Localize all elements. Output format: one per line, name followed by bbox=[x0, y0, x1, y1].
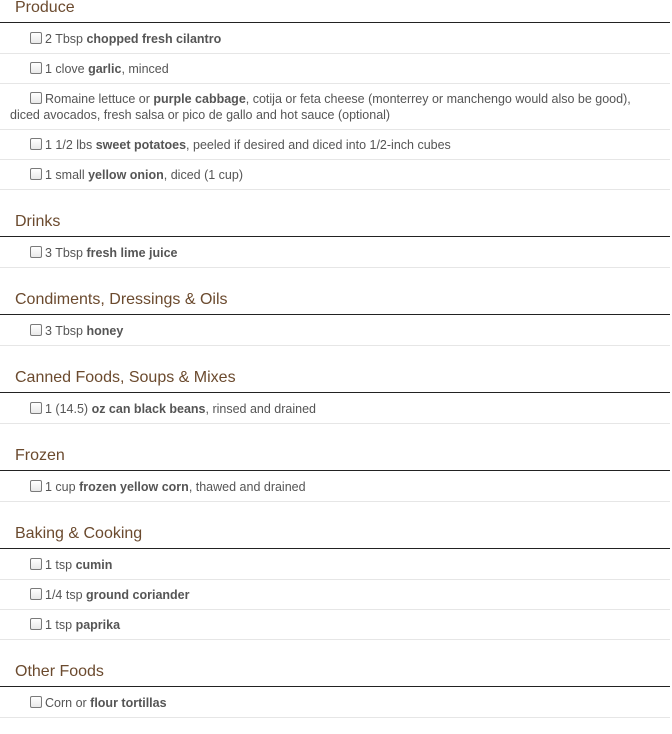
category-heading: Condiments, Dressings & Oils bbox=[0, 286, 670, 315]
ingredient-checkbox[interactable] bbox=[30, 62, 42, 74]
ingredient-checkbox[interactable] bbox=[30, 588, 42, 600]
ingredient-item bbox=[0, 23, 670, 54]
ingredient-checkbox[interactable] bbox=[30, 138, 42, 150]
ingredient-checkbox[interactable] bbox=[30, 246, 42, 258]
ingredient-note: , minced bbox=[121, 62, 169, 76]
category-section bbox=[0, 520, 670, 640]
ingredient-checkbox[interactable] bbox=[30, 696, 42, 708]
category-section bbox=[0, 208, 670, 268]
ingredient-note: , peeled if desired and diced into 1/2-inch cubes bbox=[186, 138, 451, 152]
ingredient-note: , thawed and drained bbox=[188, 480, 306, 494]
category-section bbox=[0, 442, 670, 502]
ingredient-item bbox=[0, 54, 670, 84]
category-section bbox=[0, 658, 670, 718]
ingredient-name: honey bbox=[86, 324, 124, 338]
ingredient-note: , diced (1 cup) bbox=[163, 168, 243, 182]
ingredient-quantity: 1/4 tsp bbox=[45, 588, 86, 602]
ingredient-checkbox[interactable] bbox=[30, 32, 42, 44]
ingredient-note: , cotija or feta cheese (monterrey or manchengo would also be good), diced avocados, fresh salsa or pico de gallo and hot sauce (optional) bbox=[10, 92, 631, 122]
category-heading: Canned Foods, Soups & Mixes bbox=[0, 364, 670, 393]
ingredient-quantity: 1 tsp bbox=[45, 558, 76, 572]
ingredient-quantity: 1 1/2 lbs bbox=[45, 138, 96, 152]
ingredient-item bbox=[0, 687, 670, 718]
ingredient-item bbox=[0, 549, 670, 580]
ingredient-item bbox=[0, 393, 670, 424]
category-section bbox=[0, 0, 670, 190]
category-heading: Other Foods bbox=[0, 658, 670, 687]
category-section bbox=[0, 364, 670, 424]
ingredient-quantity: 3 Tbsp bbox=[45, 246, 87, 260]
ingredient-item bbox=[0, 237, 670, 268]
ingredient-quantity: Corn or bbox=[45, 696, 91, 710]
ingredient-name: garlic bbox=[88, 62, 122, 76]
ingredient-quantity: 1 clove bbox=[45, 62, 89, 76]
ingredient-name: fresh lime juice bbox=[86, 246, 178, 260]
ingredient-item bbox=[0, 580, 670, 610]
ingredient-item bbox=[0, 610, 670, 640]
ingredient-name: yellow onion bbox=[88, 168, 164, 182]
ingredient-name: paprika bbox=[75, 618, 121, 632]
ingredient-name: frozen yellow corn bbox=[79, 480, 189, 494]
ingredient-checkbox[interactable] bbox=[30, 324, 42, 336]
ingredient-checkbox[interactable] bbox=[30, 168, 42, 180]
ingredient-quantity: 1 tsp bbox=[45, 618, 76, 632]
ingredient-quantity: 1 (14.5) bbox=[45, 402, 92, 416]
ingredient-note: , rinsed and drained bbox=[205, 402, 316, 416]
category-heading: Produce bbox=[0, 0, 670, 23]
ingredient-name: cumin bbox=[75, 558, 113, 572]
ingredient-checkbox[interactable] bbox=[30, 92, 42, 104]
ingredient-checkbox[interactable] bbox=[30, 480, 42, 492]
ingredient-quantity: 1 small bbox=[45, 168, 89, 182]
ingredient-quantity: 2 Tbsp bbox=[45, 32, 87, 46]
ingredient-name: chopped fresh cilantro bbox=[86, 32, 222, 46]
ingredient-checkbox[interactable] bbox=[30, 402, 42, 414]
ingredient-name: ground coriander bbox=[86, 588, 190, 602]
category-section bbox=[0, 286, 670, 346]
ingredient-name: purple cabbage bbox=[153, 92, 246, 106]
ingredient-quantity: Romaine lettuce or bbox=[45, 92, 154, 106]
ingredient-name: flour tortillas bbox=[90, 696, 167, 710]
ingredient-checkbox[interactable] bbox=[30, 618, 42, 630]
ingredient-quantity: 1 cup bbox=[45, 480, 80, 494]
ingredient-checkbox[interactable] bbox=[30, 558, 42, 570]
ingredient-name: sweet potatoes bbox=[95, 138, 187, 152]
ingredient-quantity: 3 Tbsp bbox=[45, 324, 87, 338]
ingredient-name: oz can black beans bbox=[91, 402, 206, 416]
ingredient-item bbox=[0, 160, 670, 190]
ingredient-item bbox=[0, 130, 670, 160]
ingredient-item bbox=[0, 315, 670, 346]
ingredient-item bbox=[0, 84, 670, 130]
ingredient-item bbox=[0, 471, 670, 502]
category-heading: Frozen bbox=[0, 442, 670, 471]
category-heading: Drinks bbox=[0, 208, 670, 237]
category-heading: Baking & Cooking bbox=[0, 520, 670, 549]
